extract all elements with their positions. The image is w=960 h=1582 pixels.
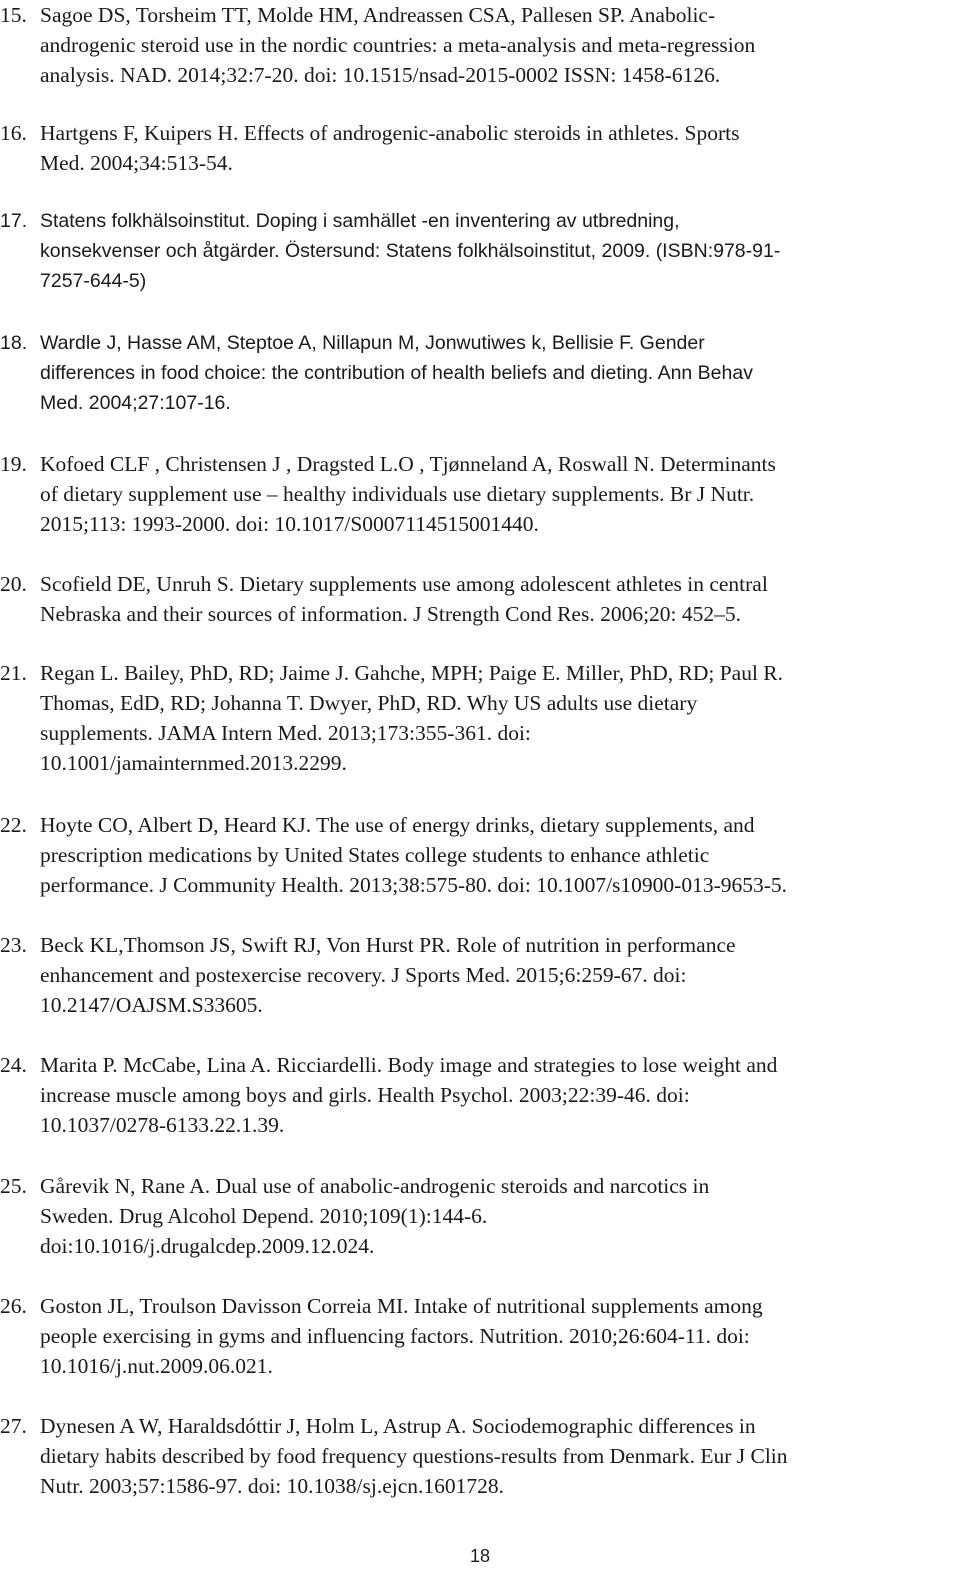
reference-line: doi:10.1016/j.drugalcdep.2009.12.024. — [40, 1234, 375, 1258]
reference-line: Dynesen A W, Haraldsdóttir J, Holm L, Astrup A. Sociodemographic differences in — [40, 1414, 756, 1438]
reference-line: Goston JL, Troulson Davisson Correia MI. Intake of nutritional supplements among — [40, 1294, 763, 1318]
reference-number: 27. — [0, 1414, 27, 1438]
reference-number: 26. — [0, 1294, 27, 1318]
reference-line: Regan L. Bailey, PhD, RD; Jaime J. Gahche, MPH; Paige E. Miller, PhD, RD; Paul R. — [40, 661, 784, 685]
reference-line: Nutr. 2003;57:1586-97. doi: 10.1038/sj.ejcn.1601728. — [40, 1474, 505, 1498]
reference-27 — [0, 1411, 950, 1501]
reference-15 — [0, 0, 950, 90]
reference-line: Sweden. Drug Alcohol Depend. 2010;109(1):144-6. — [40, 1204, 488, 1228]
reference-line: analysis. NAD. 2014;32:7-20. doi: 10.1515/nsad-2015-0002 ISSN: 1458-6126. — [40, 63, 721, 87]
reference-line: 2015;113: 1993-2000. doi: 10.1017/S0007114515001440. — [40, 512, 539, 536]
reference-line: dietary habits described by food frequency questions-results from Denmark. Eur J Clin — [40, 1444, 788, 1468]
reference-number: 23. — [0, 933, 27, 957]
reference-line: Wardle J, Hasse AM, Steptoe A, Nillapun M, Jonwutiwes k, Bellisie F. Gender — [40, 332, 705, 354]
reference-line: Statens folkhälsoinstitut. Doping i samhället -en inventering av utbredning, — [40, 210, 680, 232]
reference-number: 22. — [0, 813, 27, 837]
reference-line: androgenic steroid use in the nordic countries: a meta-analysis and meta-regression — [40, 33, 756, 57]
reference-line: 10.1001/jamainternmed.2013.2299. — [40, 751, 347, 775]
reference-23 — [0, 930, 950, 1020]
reference-number: 24. — [0, 1053, 27, 1077]
reference-22 — [0, 810, 950, 900]
reference-line: people exercising in gyms and influencing factors. Nutrition. 2010;26:604-11. doi: — [40, 1324, 750, 1348]
reference-number: 20. — [0, 572, 27, 596]
reference-line: supplements. JAMA Intern Med. 2013;173:355-361. doi: — [40, 721, 531, 745]
reference-line: Thomas, EdD, RD; Johanna T. Dwyer, PhD, RD. Why US adults use dietary — [40, 691, 698, 715]
reference-17 — [0, 206, 950, 296]
reference-line: Beck KL,Thomson JS, Swift RJ, Von Hurst PR. Role of nutrition in performance — [40, 933, 736, 957]
reference-number: 19. — [0, 452, 27, 476]
reference-line: Marita P. McCabe, Lina A. Ricciardelli. Body image and strategies to lose weight and — [40, 1053, 778, 1077]
reference-line: 10.1037/0278-6133.22.1.39. — [40, 1113, 285, 1137]
reference-line: Med. 2004;27:107-16. — [40, 392, 231, 414]
reference-line: Hoyte CO, Albert D, Heard KJ. The use of energy drinks, dietary supplements, and — [40, 813, 755, 837]
reference-18 — [0, 328, 950, 418]
reference-19 — [0, 449, 950, 539]
reference-number: 15. — [0, 3, 27, 27]
reference-line: enhancement and postexercise recovery. J Sports Med. 2015;6:259-67. doi: — [40, 963, 687, 987]
reference-number: 25. — [0, 1174, 27, 1198]
reference-line: konsekvenser och åtgärder. Östersund: Statens folkhälsoinstitut, 2009. (ISBN:978-91- — [40, 240, 781, 262]
reference-line: differences in food choice: the contribution of health beliefs and dieting. Ann Behav — [40, 362, 753, 384]
reference-24 — [0, 1050, 950, 1140]
reference-16 — [0, 118, 950, 178]
reference-line: increase muscle among boys and girls. Health Psychol. 2003;22:39-46. doi: — [40, 1083, 690, 1107]
page-number: 18 — [469, 1546, 491, 1566]
reference-21 — [0, 658, 950, 778]
reference-line: Scofield DE, Unruh S. Dietary supplements use among adolescent athletes in central — [40, 572, 768, 596]
reference-line: Sagoe DS, Torsheim TT, Molde HM, Andreassen CSA, Pallesen SP. Anabolic- — [40, 3, 716, 27]
reference-line: Hartgens F, Kuipers H. Effects of androgenic-anabolic steroids in athletes. Sports — [40, 121, 740, 145]
reference-line: 10.2147/OAJSM.S33605. — [40, 993, 263, 1017]
reference-number: 21. — [0, 661, 27, 685]
reference-line: performance. J Community Health. 2013;38:575-80. doi: 10.1007/s10900-013-9653-5. — [40, 873, 788, 897]
reference-line: of dietary supplement use – healthy individuals use dietary supplements. Br J Nutr. — [40, 482, 755, 506]
reference-number: 17. — [0, 210, 28, 232]
reference-line: 10.1016/j.nut.2009.06.021. — [40, 1354, 273, 1378]
reference-number: 16. — [0, 121, 27, 145]
reference-number: 18. — [0, 332, 28, 354]
reference-line: 7257-644-5) — [40, 270, 147, 292]
reference-line: Kofoed CLF , Christensen J , Dragsted L.O , Tjønneland A, Roswall N. Determinants — [40, 452, 776, 476]
reference-line: Nebraska and their sources of information. J Strength Cond Res. 2006;20: 452–5. — [40, 602, 742, 626]
reference-25 — [0, 1171, 950, 1261]
reference-line: Med. 2004;34:513-54. — [40, 151, 233, 175]
reference-line: Gårevik N, Rane A. Dual use of anabolic-androgenic steroids and narcotics in — [40, 1174, 710, 1198]
reference-20 — [0, 569, 950, 629]
reference-line: prescription medications by United States college students to enhance athletic — [40, 843, 710, 867]
reference-26 — [0, 1291, 950, 1381]
